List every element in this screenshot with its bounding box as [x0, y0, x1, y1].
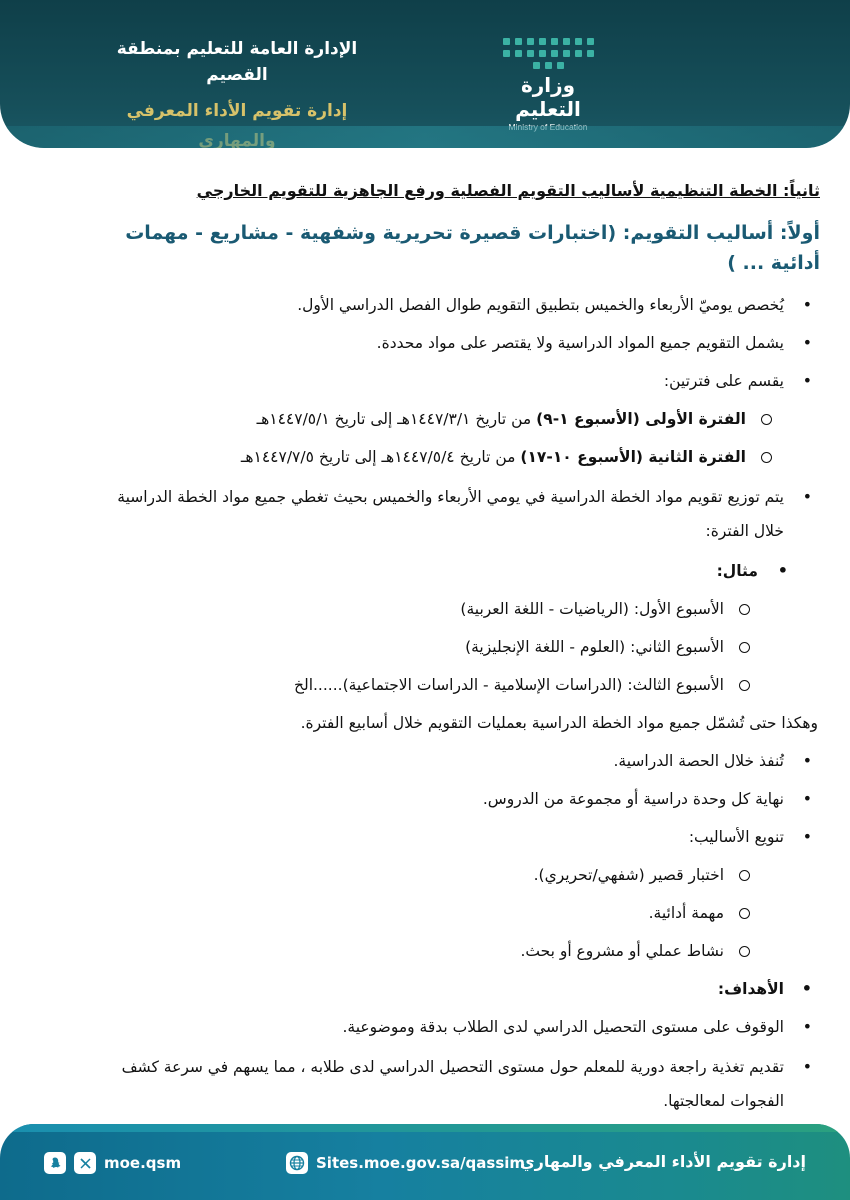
footer-accent — [0, 1124, 850, 1132]
list-item: • نهاية كل وحدة دراسية أو مجموعة من الدروس. — [90, 784, 820, 814]
list-item: • يُخصص يوميّ الأربعاء والخميس بتطبيق التقويم طوال الفصل الدراسي الأول. — [90, 290, 820, 320]
goal-item: • تقديم تغذية راجعة دورية للمعلم حول مستوى التحصيل الدراسي لدى طلابه ، مما يسهم في سرعة كشف الفجوات لمعالجتها. — [90, 1050, 820, 1118]
list-item: • يتم توزيع تقويم مواد الخطة الدراسية في يومي الأربعاء والخميس بحيث تغطي جميع مواد الخطة الدراسية خلال الفترة: — [90, 480, 820, 548]
logo-text-ar: وزارة التعليم — [515, 73, 581, 121]
footer-social — [44, 1152, 181, 1174]
footer-website[interactable] — [286, 1152, 525, 1174]
snapchat-icon[interactable] — [44, 1152, 66, 1174]
x-icon[interactable] — [74, 1152, 96, 1174]
document-body — [90, 176, 820, 1126]
method-item: اختبار قصير (شفهي/تحريري). — [90, 860, 820, 890]
header-title-sub: إدارة تقويم الأداء المعرفي — [126, 101, 348, 121]
period-dates: من تاريخ ١٤٤٧/٣/١هـ إلى تاريخ ١٤٤٧/٥/١هـ — [256, 410, 537, 428]
method-item: نشاط عملي أو مشروع أو بحث. — [90, 936, 820, 966]
week-item: الأسبوع الثالث: (الدراسات الإسلامية - الدراسات الاجتماعية)......الخ — [90, 670, 820, 700]
continuation-text: وهكذا حتى تُشمّل جميع مواد الخطة الدراسية بعمليات التقويم خلال أسابيع الفترة. — [300, 714, 818, 732]
period-label: الفترة الأولى (الأسبوع ١-٩) — [536, 410, 746, 428]
goal-item: • الوقوف على مستوى التحصيل الدراسي لدى الطلاب بدقة وموضوعية. — [90, 1012, 820, 1042]
example-label: • مثال: — [90, 556, 820, 586]
footer-website-text[interactable]: Sites.moe.gov.sa/qassim — [316, 1154, 526, 1172]
page-header — [0, 0, 850, 148]
footer-department: إدارة تقويم الأداء المعرفي والمهاري — [520, 1152, 806, 1171]
footer-handle-text[interactable]: moe.qsm — [104, 1154, 182, 1172]
period-item — [90, 404, 820, 434]
period-dates: من تاريخ ١٤٤٧/٥/٤هـ إلى تاريخ ١٤٤٧/٧/٥هـ — [240, 448, 521, 466]
period-label: الفترة الثانية (الأسبوع ١٠-١٧) — [520, 448, 746, 466]
list-item: • تُنفذ خلال الحصة الدراسية. — [90, 746, 820, 776]
header-title-main: الإدارة العامة للتعليم بمنطقة القصيم — [116, 39, 358, 85]
document-heading: ثانياً: الخطة التنظيمية لأساليب التقويم الفصلية ورفع الجاهزية للتقويم الخارجي — [196, 181, 820, 200]
week-item: الأسبوع الثاني: (العلوم - اللغة الإنجليزية) — [90, 632, 820, 662]
goals-label: • الأهداف: — [90, 974, 820, 1004]
method-item: مهمة أدائية. — [90, 898, 820, 928]
page-footer — [0, 1124, 850, 1200]
list-item: • يقسم على فترتين: — [90, 366, 820, 396]
logo-dots-icon — [500, 38, 596, 69]
list-item: • تنويع الأساليب: — [90, 822, 820, 852]
period-item — [90, 442, 820, 472]
week-item: الأسبوع الأول: (الرياضيات - اللغة العربية) — [90, 594, 820, 624]
globe-icon — [286, 1152, 308, 1174]
section-heading: أولاً: أساليب التقويم: (اختبارات قصيرة تحريرية وشفهية - مشاريع - مهمات أدائية ... ) — [125, 222, 820, 274]
header-accent — [0, 126, 850, 148]
list-item: • يشمل التقويم جميع المواد الدراسية ولا يقتصر على مواد محددة. — [90, 328, 820, 358]
ministry-logo — [488, 38, 608, 121]
